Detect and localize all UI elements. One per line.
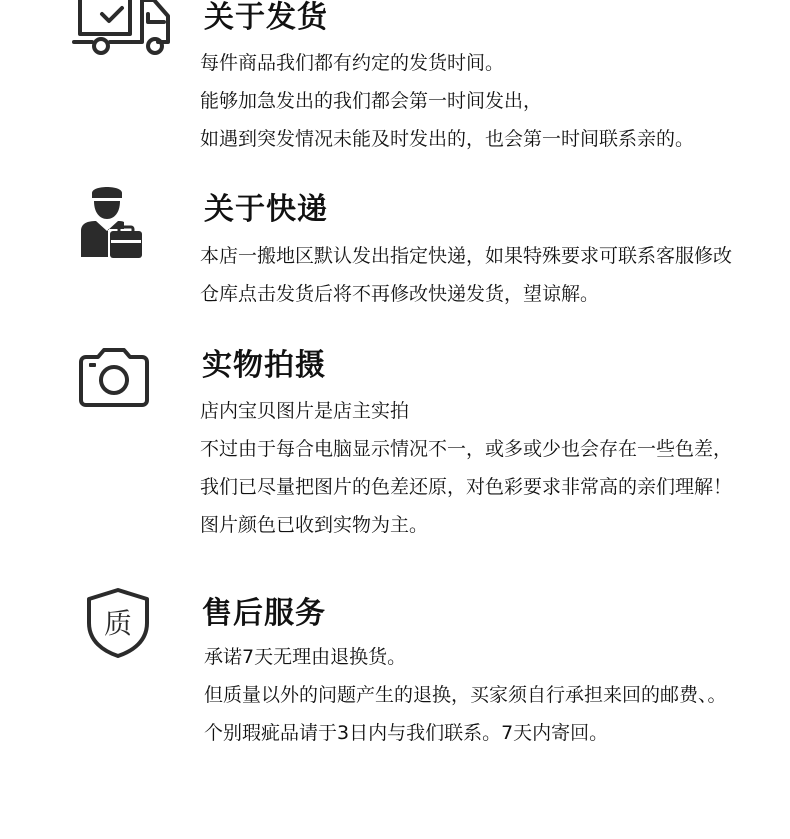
camera-icon	[78, 347, 150, 407]
section-title: 实物拍摄	[202, 348, 326, 383]
text-line: 本店一搬地区默认发出指定快递，如果特殊要求可联系客服修改	[200, 245, 733, 267]
text-line: 我们已尽量把图片的色差还原，对色彩要求非常高的亲们理解！	[200, 476, 733, 498]
section-title: 关于快递	[204, 192, 328, 227]
text-line: 但质量以外的问题产生的退换，买家须自行承担来回的邮费、。	[204, 684, 727, 706]
text-line: 不过由于每合电脑显示情况不一，或多或少也会存在一些色差，	[200, 438, 733, 460]
text-line: 店内宝贝图片是店主实拍	[200, 400, 410, 422]
text-line: 每件商品我们都有约定的发货时间。	[200, 52, 505, 74]
quality-glyph: 质	[103, 607, 133, 640]
section-title: 关于发货	[204, 0, 328, 35]
text-line: 图片颜色已收到实物为主。	[200, 514, 429, 536]
delivery-truck-icon	[72, 0, 172, 60]
text-line: 个别瑕疵品请于3日内与我们联系。7天内寄回。	[204, 722, 609, 744]
text-line: 能够加急发出的我们都会第一时间发出，	[200, 90, 543, 112]
text-line: 承诺7天无理由退换货。	[204, 646, 407, 668]
section-title: 售后服务	[202, 596, 326, 631]
text-line: 仓库点击发货后将不再修改快递发货，望谅解。	[200, 283, 600, 305]
text-line: 如遇到突发情况未能及时发出的，也会第一时间联系亲的。	[200, 128, 695, 150]
quality-shield-icon	[85, 587, 151, 659]
courier-icon	[78, 183, 144, 261]
